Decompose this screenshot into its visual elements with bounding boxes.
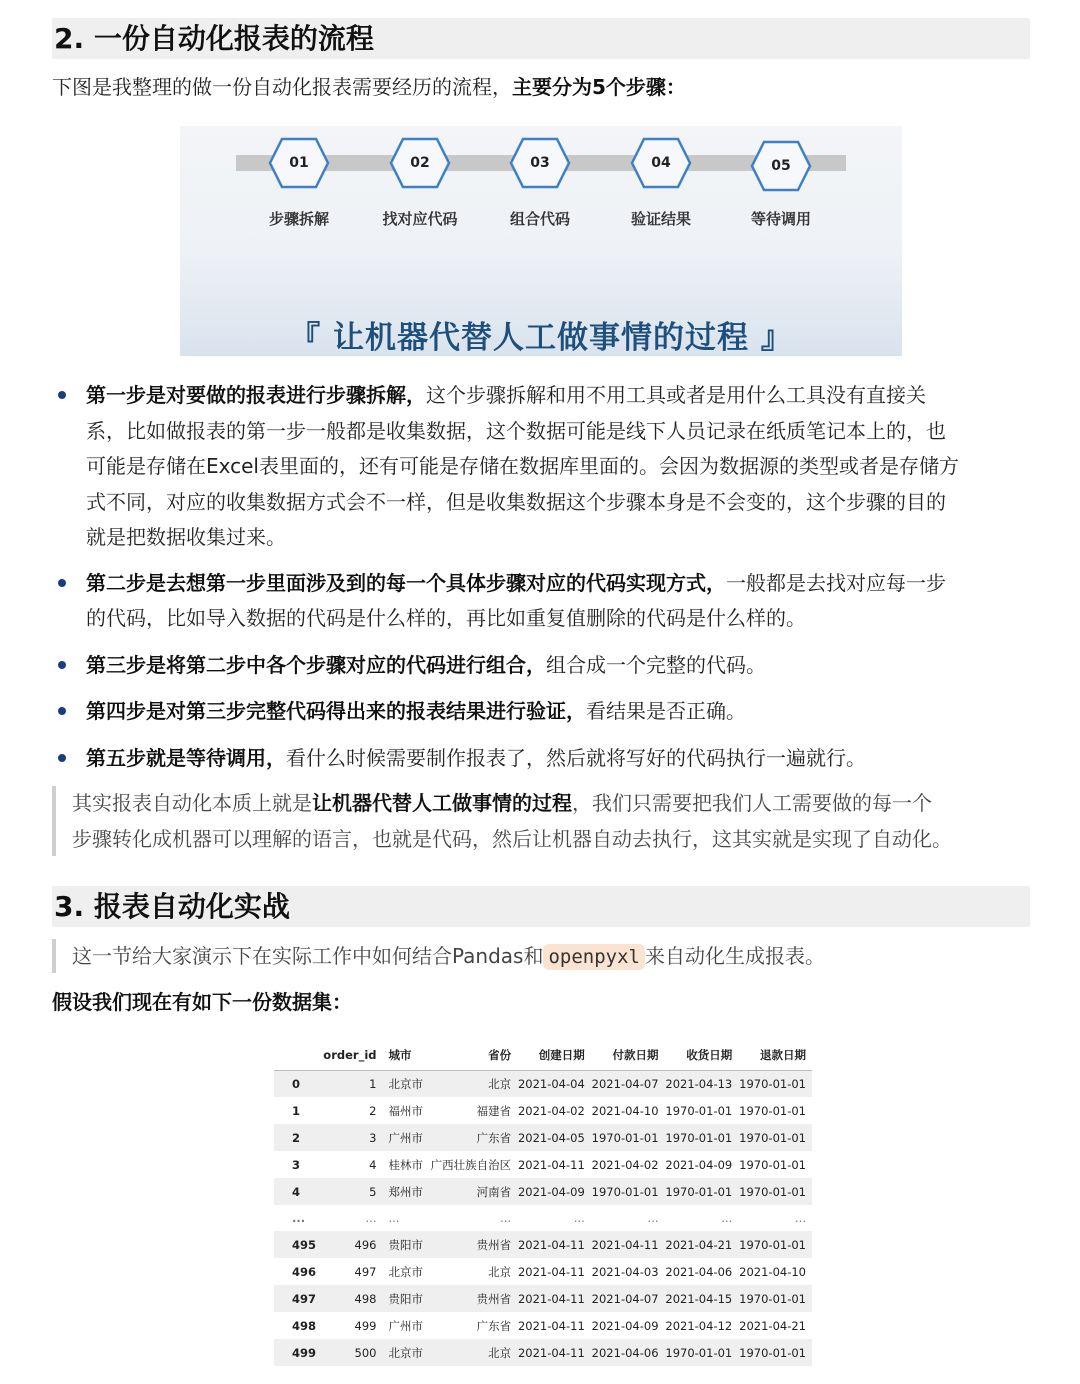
table-cell: 1 — [323, 1070, 383, 1097]
table-cell: 2021-04-03 — [591, 1264, 659, 1279]
table-cell: 1970-01-01 — [738, 1124, 812, 1151]
table-cell: 1970-01-01 — [665, 1178, 739, 1205]
table-cell: 496 — [292, 1264, 317, 1279]
dataset-intro: 假设我们现在有如下一份数据集： — [52, 990, 352, 1014]
step-number: 02 — [410, 155, 430, 171]
inline-code: openpyxl — [543, 944, 645, 970]
bullet-text: 这个步骤拆解和用不用工具或者是用什么工具没有直接关 — [426, 383, 926, 407]
bullet-text: 组合成一个完整的代码。 — [546, 653, 766, 677]
step-label: 步骤拆解 — [268, 210, 329, 228]
table-cell: 2021-04-05 — [517, 1124, 591, 1151]
section-intro — [52, 74, 686, 100]
table-cell: 2021-04-12 — [665, 1318, 733, 1333]
table-cell: 桂林市 — [388, 1157, 423, 1172]
table-cell: 1970-01-01 — [665, 1124, 739, 1151]
column-header: order_id — [323, 1040, 383, 1070]
bullet-dot — [58, 661, 66, 669]
bullet-1-line-2: 系，比如做报表的第一步一般都是收集数据，这个数据可能是线下人员记录在纸质笔记本上的，也 — [86, 419, 946, 443]
quote-1-line-2: 步骤转化成机器可以理解的语言，也就是代码，然后让机器自动去执行，这其实就是实现了自动化。 — [72, 827, 952, 851]
bullet-1-line-4: 式不同，对应的收集数据方式会不一样，但是收集数据这个步骤本身是不会变的，这个步骤的目的 — [86, 490, 946, 514]
table-cell: 497 — [354, 1264, 377, 1279]
table-cell: 1970-01-01 — [738, 1339, 812, 1366]
bullet-bold-text: 第二步是去想第一步里面涉及到的每一个具体步骤对应的代码实现方式， — [86, 571, 726, 595]
bullet-text: 看结果是否正确。 — [586, 699, 746, 723]
table-cell: 北京 — [430, 1339, 518, 1366]
table-cell: 2021-04-09 — [591, 1318, 659, 1333]
table-cell: 2021-04-10 — [739, 1264, 806, 1279]
table-cell: 贵州省 — [430, 1285, 518, 1312]
table-cell: 2021-04-09 — [665, 1157, 733, 1172]
figure-slogan: 『 让机器代替人工做事情的过程 』 — [289, 320, 793, 356]
step-number: 01 — [289, 155, 309, 171]
quote-bar — [52, 786, 56, 856]
bullet-text: 看什么时候需要制作报表了，然后就将写好的代码执行一遍就行。 — [286, 746, 866, 770]
step-label: 等待调用 — [750, 210, 811, 228]
table-row — [274, 1070, 812, 1097]
table-cell: 3 — [323, 1124, 383, 1151]
quote-2-line — [72, 938, 825, 975]
table-cell: 2021-04-11 — [517, 1339, 591, 1366]
bullet-1-line-3: 可能是存储在Excel表里面的，还有可能是存储在数据库里面的。会因为数据源的类型或者是存储方 — [86, 454, 959, 478]
table-cell: 497 — [274, 1285, 323, 1312]
table-cell: 1 — [292, 1103, 301, 1118]
table-cell: 498 — [323, 1285, 383, 1312]
step-hexagon-1 — [268, 137, 330, 189]
table-cell: 495 — [274, 1231, 323, 1258]
table-cell: 广州市 — [383, 1124, 430, 1151]
table-header-row — [274, 1040, 812, 1070]
step-label: 找对应代码 — [382, 210, 458, 228]
table-cell: 广东省 — [430, 1124, 518, 1151]
table-cell: 1970-01-01 — [738, 1178, 812, 1205]
table-cell: 2 — [369, 1103, 377, 1118]
column-header — [274, 1040, 323, 1070]
table-cell: 北京市 — [383, 1070, 430, 1097]
table-cell: ... — [721, 1211, 733, 1225]
bullet-dot — [58, 754, 66, 762]
table-cell: 496 — [323, 1231, 383, 1258]
step-number: 04 — [651, 155, 671, 171]
step-number: 05 — [771, 158, 791, 174]
table-cell: 贵阳市 — [383, 1285, 430, 1312]
table-cell: 2021-04-04 — [517, 1070, 591, 1097]
table-row — [274, 1205, 812, 1231]
table-row — [274, 1312, 812, 1339]
process-figure — [180, 126, 902, 356]
table-row — [274, 1124, 812, 1151]
table-cell: 1970-01-01 — [738, 1285, 812, 1312]
table-row — [274, 1285, 812, 1312]
bullet-5-line-1 — [86, 740, 866, 776]
quote-text: 其实报表自动化本质上就是 — [72, 791, 312, 815]
table-cell: 500 — [323, 1339, 383, 1366]
column-header: 创建日期 — [517, 1040, 591, 1070]
quote-text: 这一节给大家演示下在实际工作中如何结合Pandas和 — [72, 944, 544, 968]
table-cell: 1970-01-01 — [738, 1231, 812, 1258]
table-cell: 2021-04-21 — [665, 1231, 739, 1258]
bullet-bold-text: 第三步是将第二步中各个步骤对应的代码进行组合， — [86, 653, 546, 677]
dataset-table — [274, 1040, 812, 1366]
table-cell: 北京市 — [383, 1339, 430, 1366]
step-hexagon-5 — [750, 140, 812, 192]
table-row — [274, 1178, 812, 1205]
table-cell: 498 — [292, 1318, 317, 1333]
bullet-4-line-1 — [86, 693, 746, 729]
table-cell: 2021-04-10 — [591, 1103, 659, 1118]
table-row — [274, 1231, 812, 1258]
bullet-bold-text: 第五步就是等待调用， — [86, 746, 286, 770]
quote-1-line-1 — [72, 785, 932, 821]
quote-bar — [52, 939, 56, 973]
column-header: 城市 — [383, 1040, 430, 1070]
table-cell: 1970-01-01 — [738, 1070, 812, 1097]
table-cell: 贵州省 — [430, 1231, 518, 1258]
table-cell: 4 — [369, 1157, 377, 1172]
table-cell: 2021-04-09 — [517, 1178, 591, 1205]
table-cell: 2021-04-06 — [665, 1264, 733, 1279]
table-cell: 2 — [274, 1124, 323, 1151]
table-cell: 1970-01-01 — [739, 1103, 806, 1118]
bullet-1-line-5: 就是把数据收集过来。 — [86, 525, 286, 549]
table-cell: 2021-04-11 — [591, 1231, 665, 1258]
table-cell: 1970-01-01 — [739, 1157, 806, 1172]
table-cell: 4 — [274, 1178, 323, 1205]
table-row — [274, 1151, 812, 1178]
table-cell: 2021-04-15 — [665, 1285, 739, 1312]
table-cell: ... — [365, 1211, 377, 1225]
table-cell: 北京 — [488, 1264, 512, 1279]
table-cell: 1970-01-01 — [665, 1339, 739, 1366]
table-cell: 499 — [354, 1318, 377, 1333]
table-cell: ... — [795, 1211, 806, 1225]
table-cell: 2021-04-06 — [591, 1339, 665, 1366]
bullet-bold-text: 第一步是对要做的报表进行步骤拆解， — [86, 383, 426, 407]
intro-text: 下图是我整理的做一份自动化报表需要经历的流程， — [52, 75, 512, 99]
table-cell: 福州市 — [388, 1103, 423, 1118]
step-label: 验证结果 — [630, 210, 691, 228]
table-cell: 1970-01-01 — [665, 1103, 733, 1118]
step-label: 组合代码 — [509, 210, 570, 228]
table-cell: 2021-04-11 — [517, 1157, 585, 1172]
table-cell: 3 — [292, 1157, 301, 1172]
table-cell: 2021-04-11 — [517, 1231, 591, 1258]
table-cell: 1970-01-01 — [591, 1178, 665, 1205]
column-header: 省份 — [430, 1040, 518, 1070]
table-cell: 2021-04-02 — [517, 1103, 585, 1118]
step-hexagon-4 — [630, 137, 692, 189]
table-cell: 贵阳市 — [383, 1231, 430, 1258]
bullet-2-line-2: 的代码，比如导入数据的代码是什么样的，再比如重复值删除的代码是什么样的。 — [86, 606, 806, 630]
table-cell: 2021-04-11 — [517, 1264, 585, 1279]
table-cell: 河南省 — [430, 1178, 518, 1205]
table-cell: 5 — [323, 1178, 383, 1205]
table-cell: 2021-04-07 — [591, 1285, 665, 1312]
table-cell: 北京 — [430, 1070, 518, 1097]
table-cell: 2021-04-13 — [665, 1070, 739, 1097]
bullet-text: 一般都是去找对应每一步 — [726, 571, 946, 595]
bullet-bold-text: 第四步是对第三步完整代码得出来的报表结果进行验证， — [86, 699, 586, 723]
section-heading-2: 2. 一份自动化报表的流程 — [52, 18, 1030, 59]
quote-text: 来自动化生成报表。 — [644, 944, 825, 968]
table-cell: 福建省 — [476, 1103, 512, 1118]
quote-bold-text: 让机器代替人工做事情的过程 — [312, 791, 572, 815]
table-cell: ... — [292, 1211, 306, 1225]
table-cell: 郑州市 — [383, 1178, 430, 1205]
table-cell: 0 — [274, 1070, 323, 1097]
table-cell: 广州市 — [388, 1318, 423, 1333]
column-header: 收货日期 — [665, 1040, 739, 1070]
column-header: 退款日期 — [738, 1040, 812, 1070]
step-hexagon-2 — [389, 137, 451, 189]
bullet-1-line-1 — [86, 377, 926, 413]
quote-text: ，我们只需要把我们人工需要做的每一个 — [572, 791, 932, 815]
column-header: 付款日期 — [591, 1040, 665, 1070]
table-row — [274, 1339, 812, 1366]
bullet-dot — [58, 707, 66, 715]
table-cell: ... — [573, 1211, 585, 1225]
table-row — [274, 1258, 812, 1285]
table-cell: 广西壮族自治区 — [430, 1157, 512, 1172]
table-cell: 2021-04-11 — [517, 1285, 591, 1312]
bullet-dot — [58, 391, 66, 399]
table-row — [274, 1097, 812, 1124]
table-cell: 2021-04-02 — [591, 1157, 659, 1172]
table-cell: 广东省 — [476, 1318, 512, 1333]
table-cell: 北京市 — [388, 1264, 423, 1279]
section-heading-3: 3. 报表自动化实战 — [52, 886, 1030, 927]
step-number: 03 — [530, 155, 550, 171]
bullet-3-line-1 — [86, 647, 766, 683]
intro-bold-text: 主要分为5个步骤： — [512, 75, 686, 99]
table-cell: ... — [500, 1211, 512, 1225]
table-cell: 499 — [274, 1339, 323, 1366]
table-cell: 1970-01-01 — [591, 1124, 665, 1151]
bullet-dot — [58, 579, 66, 587]
table-cell: ... — [647, 1211, 659, 1225]
bullet-2-line-1 — [86, 565, 946, 601]
table-cell: 2021-04-21 — [739, 1318, 806, 1333]
table-cell: 2021-04-07 — [591, 1070, 665, 1097]
table-cell: 2021-04-11 — [517, 1318, 585, 1333]
table-cell: ... — [388, 1211, 400, 1225]
step-hexagon-3 — [509, 137, 571, 189]
